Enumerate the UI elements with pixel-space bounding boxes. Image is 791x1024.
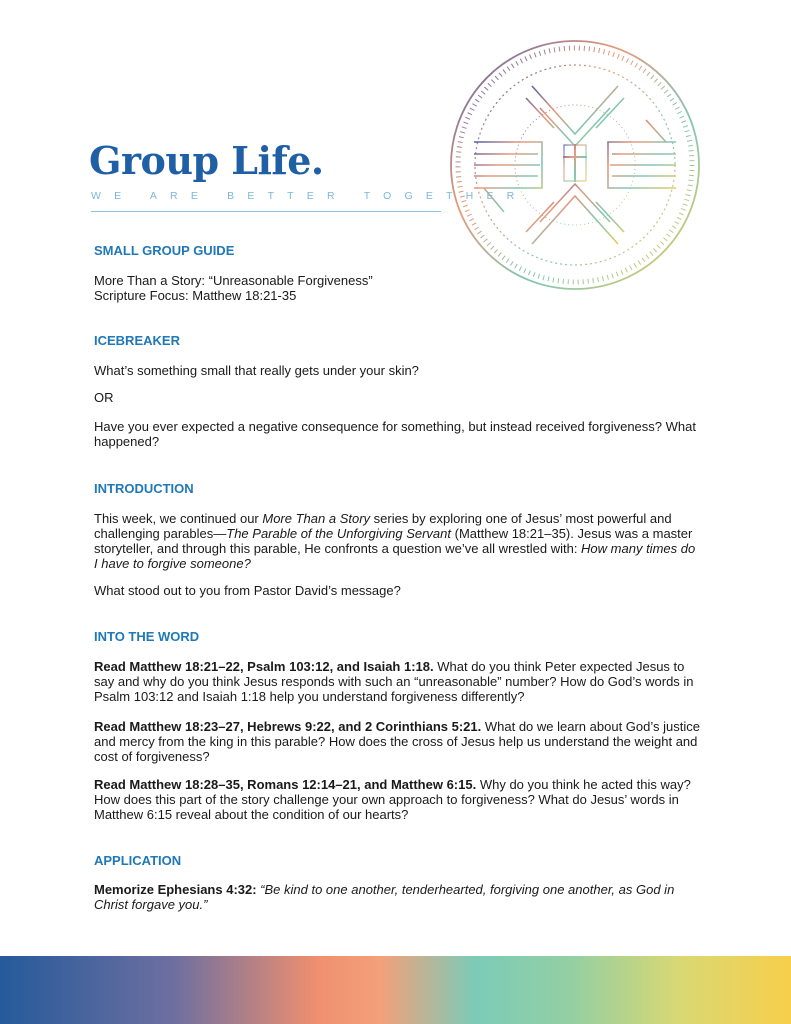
application-heading: APPLICATION: [94, 853, 182, 868]
group-life-title: Group Life.: [89, 138, 324, 183]
introduction-paragraph: This week, we continued our More Than a Story series by exploring one of Jesus’ most powerful and challenging parables—The Parable of the Unforgiving Servant (Matthew 18:21–35). Jesus was a master storyteller, and through this parable, He confronts a question we’ve all wrestled with: How many times do I have to forgive someone?: [94, 511, 696, 571]
small-group-guide-heading: SMALL GROUP GUIDE: [94, 243, 235, 258]
footer-gradient-bar: [0, 956, 791, 1024]
icebreaker-or: OR: [94, 390, 114, 405]
tagline: WE ARE BETTER TOGETHER: [91, 190, 528, 202]
group-life-emblem-icon: [444, 34, 706, 296]
word-item-3: Read Matthew 18:28–35, Romans 12:14–21, and Matthew 6:15. Why do you think he acted this way? How does this part of the story challenge your own approach to forgiveness? What do Jesus’ words in Matthew 6:15 reveal about the condition of our hearts?: [94, 777, 691, 822]
memory-verse: Memorize Ephesians 4:32: “Be kind to one another, tenderhearted, forgiving one another, as God in Christ forgave you.”: [94, 882, 675, 912]
introduction-heading: INTRODUCTION: [94, 481, 194, 496]
icebreaker-question-1: What’s something small that really gets under your skin?: [94, 363, 419, 378]
into-the-word-heading: INTO THE WORD: [94, 629, 200, 644]
word-item-1: Read Matthew 18:21–22, Psalm 103:12, and Isaiah 1:18. What do you think Peter expected Jesus to say and why do you think Jesus responds with such an “unreasonable” number? How do God’s words in Psalm 103:12 and Isaiah 1:18 help you understand forgiveness differently?: [94, 659, 694, 704]
introduction-question: What stood out to you from Pastor David’s message?: [94, 583, 401, 598]
word-item-2: Read Matthew 18:23–27, Hebrews 9:22, and 2 Corinthians 5:21. What do we learn about God’s justice and mercy from the king in this parable? How does the cross of Jesus help us understand the weight and cost of forgiveness?: [94, 719, 700, 764]
guide-series-line: More Than a Story: “Unreasonable Forgiveness”: [94, 273, 373, 288]
icebreaker-heading: ICEBREAKER: [94, 333, 180, 348]
header-rule: [91, 211, 441, 212]
scripture-focus-line: Scripture Focus: Matthew 18:21-35: [94, 288, 297, 303]
icebreaker-question-2: Have you ever expected a negative consequence for something, but instead received forgiveness? What happened?: [94, 419, 696, 449]
